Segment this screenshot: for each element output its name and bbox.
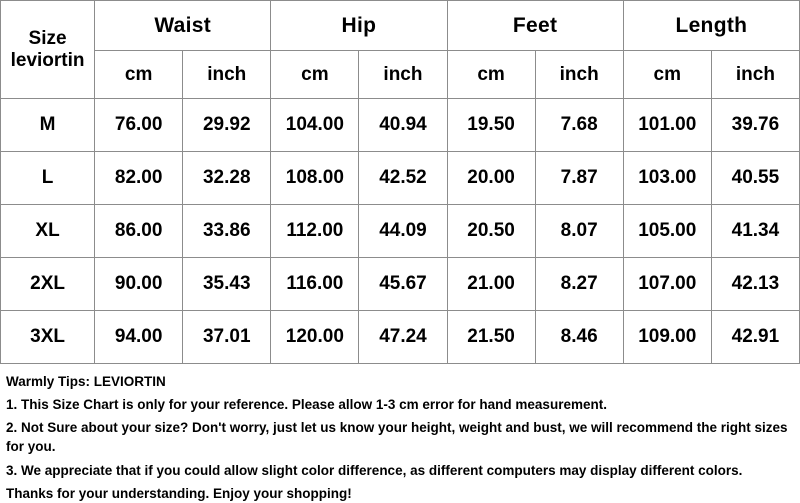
- table-header-units: [1, 51, 800, 99]
- cell-hip-cm: 116.00: [271, 258, 359, 311]
- cell-length-inch: 40.55: [711, 152, 799, 205]
- cell-length-cm: 103.00: [623, 152, 711, 205]
- table-row: [1, 311, 800, 364]
- cell-waist-cm: 76.00: [95, 99, 183, 152]
- cell-feet-cm: 19.50: [447, 99, 535, 152]
- cell-length-cm: 107.00: [623, 258, 711, 311]
- cell-hip-inch: 42.52: [359, 152, 447, 205]
- tips-heading: Warmly Tips: LEVIORTIN: [6, 374, 166, 389]
- unit-header-length-cm: cm: [623, 51, 711, 99]
- cell-feet-inch: 8.07: [535, 205, 623, 258]
- cell-length-cm: 101.00: [623, 99, 711, 152]
- unit-header-feet-cm: cm: [447, 51, 535, 99]
- unit-header-waist-cm: cm: [95, 51, 183, 99]
- cell-feet-inch: 8.27: [535, 258, 623, 311]
- cell-length-inch: 41.34: [711, 205, 799, 258]
- warmly-tips-section: [0, 364, 800, 503]
- cell-hip-inch: 40.94: [359, 99, 447, 152]
- group-header-length: Length: [623, 1, 799, 51]
- cell-waist-inch: 35.43: [183, 258, 271, 311]
- group-header-feet: Feet: [447, 1, 623, 51]
- tips-line-1: 1. This Size Chart is only for your reference. Please allow 1-3 cm error for hand measurement.: [6, 397, 607, 413]
- unit-header-length-inch: inch: [711, 51, 799, 99]
- cell-hip-cm: 120.00: [271, 311, 359, 364]
- row-size-label: XL: [1, 205, 95, 258]
- group-header-waist: Waist: [95, 1, 271, 51]
- table-row: [1, 152, 800, 205]
- row-size-label: 2XL: [1, 258, 95, 311]
- table-row: [1, 258, 800, 311]
- tips-line-4: Thanks for your understanding. Enjoy your shopping!: [6, 485, 352, 501]
- cell-length-inch: 42.91: [711, 311, 799, 364]
- cell-waist-cm: 86.00: [95, 205, 183, 258]
- cell-length-inch: 42.13: [711, 258, 799, 311]
- cell-feet-inch: 8.46: [535, 311, 623, 364]
- cell-hip-cm: 108.00: [271, 152, 359, 205]
- unit-header-feet-inch: inch: [535, 51, 623, 99]
- cell-length-inch: 39.76: [711, 99, 799, 152]
- unit-header-waist-inch: inch: [183, 51, 271, 99]
- unit-header-hip-inch: inch: [359, 51, 447, 99]
- table-header-groups: [1, 1, 800, 51]
- cell-feet-cm: 21.00: [447, 258, 535, 311]
- cell-hip-inch: 47.24: [359, 311, 447, 364]
- cell-feet-cm: 20.50: [447, 205, 535, 258]
- cell-waist-cm: 94.00: [95, 311, 183, 364]
- cell-waist-inch: 33.86: [183, 205, 271, 258]
- cell-feet-cm: 20.00: [447, 152, 535, 205]
- cell-waist-inch: 37.01: [183, 311, 271, 364]
- size-header-cell: [1, 1, 95, 99]
- table-row: [1, 99, 800, 152]
- unit-header-hip-cm: cm: [271, 51, 359, 99]
- table-row: [1, 205, 800, 258]
- cell-waist-cm: 82.00: [95, 152, 183, 205]
- cell-waist-cm: 90.00: [95, 258, 183, 311]
- cell-hip-inch: 44.09: [359, 205, 447, 258]
- size-header-line2: leviortin: [10, 49, 85, 71]
- cell-hip-inch: 45.67: [359, 258, 447, 311]
- row-size-label: M: [1, 99, 95, 152]
- tips-line-3: 3. We appreciate that if you could allow slight color difference, as different computers may display different colors.: [6, 462, 743, 478]
- group-header-hip: Hip: [271, 1, 447, 51]
- cell-hip-cm: 104.00: [271, 99, 359, 152]
- cell-length-cm: 109.00: [623, 311, 711, 364]
- size-header-line1: Size: [28, 27, 67, 49]
- row-size-label: L: [1, 152, 95, 205]
- cell-feet-cm: 21.50: [447, 311, 535, 364]
- cell-feet-inch: 7.87: [535, 152, 623, 205]
- cell-hip-cm: 112.00: [271, 205, 359, 258]
- cell-waist-inch: 29.92: [183, 99, 271, 152]
- cell-feet-inch: 7.68: [535, 99, 623, 152]
- cell-length-cm: 105.00: [623, 205, 711, 258]
- tips-line-2: 2. Not Sure about your size? Don't worry, just let us know your height, weight and bust, we will recommend the right sizes for you.: [6, 420, 788, 455]
- cell-waist-inch: 32.28: [183, 152, 271, 205]
- row-size-label: 3XL: [1, 311, 95, 364]
